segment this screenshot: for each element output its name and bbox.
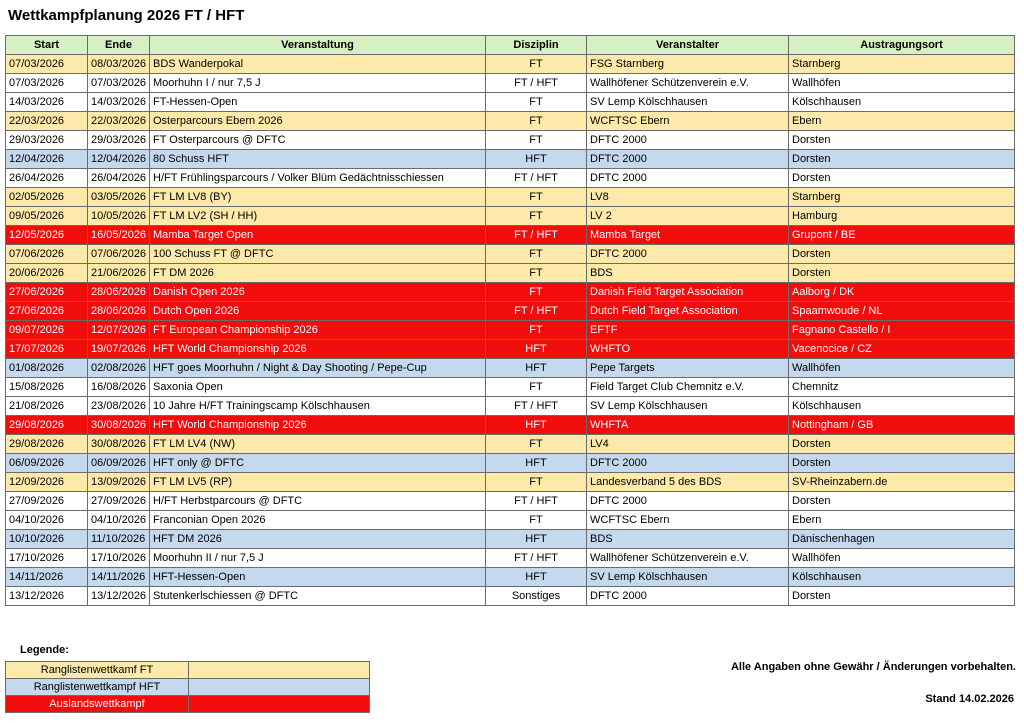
cell-ende: 16/08/2026 <box>88 378 150 397</box>
table-row <box>6 188 1015 207</box>
cell-veranstalter: Field Target Club Chemnitz e.V. <box>587 378 789 397</box>
table-row <box>6 530 1015 549</box>
cell-ende: 23/08/2026 <box>88 397 150 416</box>
table-row <box>6 568 1015 587</box>
cell-austragungsort: Dorsten <box>789 131 1015 150</box>
cell-disziplin: FT <box>486 378 587 397</box>
cell-disziplin: FT / HFT <box>486 74 587 93</box>
cell-austragungsort: Ebern <box>789 112 1015 131</box>
cell-ende: 30/08/2026 <box>88 435 150 454</box>
cell-start: 15/08/2026 <box>6 378 88 397</box>
legend <box>5 661 370 713</box>
cell-ende: 19/07/2026 <box>88 340 150 359</box>
cell-veranstaltung: FT LM LV8 (BY) <box>150 188 486 207</box>
cell-veranstalter: WHFTO <box>587 340 789 359</box>
cell-veranstalter: DFTC 2000 <box>587 131 789 150</box>
cell-ende: 07/03/2026 <box>88 74 150 93</box>
cell-disziplin: FT <box>486 131 587 150</box>
cell-veranstaltung: Stutenkerlschiessen @ DFTC <box>150 587 486 606</box>
cell-veranstalter: SV Lemp Kölschhausen <box>587 397 789 416</box>
table-row <box>6 169 1015 188</box>
table-row <box>6 131 1015 150</box>
cell-disziplin: FT / HFT <box>486 226 587 245</box>
cell-disziplin: FT <box>486 188 587 207</box>
legend-swatch <box>189 679 370 696</box>
legend-label: Auslandswettkampf <box>6 696 189 713</box>
cell-disziplin: Sonstiges <box>486 587 587 606</box>
cell-disziplin: FT <box>486 283 587 302</box>
cell-disziplin: HFT <box>486 454 587 473</box>
cell-start: 09/07/2026 <box>6 321 88 340</box>
cell-ende: 29/03/2026 <box>88 131 150 150</box>
cell-veranstalter: DFTC 2000 <box>587 587 789 606</box>
cell-austragungsort: Kölschhausen <box>789 568 1015 587</box>
legend-item <box>6 696 370 713</box>
cell-disziplin: FT / HFT <box>486 549 587 568</box>
cell-ende: 27/09/2026 <box>88 492 150 511</box>
cell-veranstaltung: HFT-Hessen-Open <box>150 568 486 587</box>
cell-veranstalter: Dutch Field Target Association <box>587 302 789 321</box>
cell-austragungsort: Ebern <box>789 511 1015 530</box>
legend-title: Legende: <box>20 644 69 656</box>
cell-austragungsort: Grupont / BE <box>789 226 1015 245</box>
cell-veranstaltung: HFT DM 2026 <box>150 530 486 549</box>
cell-start: 02/05/2026 <box>6 188 88 207</box>
cell-ende: 02/08/2026 <box>88 359 150 378</box>
cell-ende: 17/10/2026 <box>88 549 150 568</box>
table-row <box>6 226 1015 245</box>
cell-disziplin: FT <box>486 511 587 530</box>
table-row <box>6 454 1015 473</box>
cell-start: 14/11/2026 <box>6 568 88 587</box>
column-header-veranstaltung: Veranstaltung <box>150 36 486 55</box>
cell-start: 12/05/2026 <box>6 226 88 245</box>
legend-label: Ranglistenwettkampf HFT <box>6 679 189 696</box>
cell-disziplin: FT <box>486 264 587 283</box>
cell-austragungsort: Fagnano Castello / I <box>789 321 1015 340</box>
cell-veranstaltung: FT LM LV4 (NW) <box>150 435 486 454</box>
cell-disziplin: FT <box>486 321 587 340</box>
cell-veranstalter: BDS <box>587 530 789 549</box>
cell-veranstalter: FSG Starnberg <box>587 55 789 74</box>
cell-start: 04/10/2026 <box>6 511 88 530</box>
legend-item <box>6 662 370 679</box>
legend-item <box>6 679 370 696</box>
cell-start: 27/06/2026 <box>6 302 88 321</box>
table-row <box>6 378 1015 397</box>
cell-austragungsort: Hamburg <box>789 207 1015 226</box>
cell-ende: 30/08/2026 <box>88 416 150 435</box>
cell-start: 17/10/2026 <box>6 549 88 568</box>
cell-disziplin: HFT <box>486 416 587 435</box>
cell-ende: 26/04/2026 <box>88 169 150 188</box>
cell-austragungsort: Starnberg <box>789 188 1015 207</box>
cell-disziplin: FT <box>486 55 587 74</box>
cell-veranstalter: Wallhöfener Schützenverein e.V. <box>587 74 789 93</box>
cell-austragungsort: SV-Rheinzabern.de <box>789 473 1015 492</box>
cell-ende: 12/04/2026 <box>88 150 150 169</box>
cell-ende: 10/05/2026 <box>88 207 150 226</box>
cell-disziplin: HFT <box>486 340 587 359</box>
cell-start: 07/06/2026 <box>6 245 88 264</box>
cell-veranstalter: Pepe Targets <box>587 359 789 378</box>
cell-veranstalter: Mamba Target <box>587 226 789 245</box>
cell-start: 10/10/2026 <box>6 530 88 549</box>
cell-veranstaltung: 10 Jahre H/FT Trainingscamp Kölschhausen <box>150 397 486 416</box>
cell-veranstalter: SV Lemp Kölschhausen <box>587 568 789 587</box>
cell-veranstaltung: Moorhuhn II / nur 7,5 J <box>150 549 486 568</box>
column-header-disziplin: Disziplin <box>486 36 587 55</box>
cell-start: 27/06/2026 <box>6 283 88 302</box>
cell-start: 07/03/2026 <box>6 74 88 93</box>
cell-veranstaltung: Osterparcours Ebern 2026 <box>150 112 486 131</box>
cell-start: 12/04/2026 <box>6 150 88 169</box>
table-row <box>6 359 1015 378</box>
cell-austragungsort: Chemnitz <box>789 378 1015 397</box>
table-row <box>6 55 1015 74</box>
cell-veranstalter: LV 2 <box>587 207 789 226</box>
cell-veranstaltung: Mamba Target Open <box>150 226 486 245</box>
table-row <box>6 264 1015 283</box>
table-row <box>6 492 1015 511</box>
cell-veranstaltung: HFT goes Moorhuhn / Night & Day Shooting / Pepe-Cup <box>150 359 486 378</box>
table-row <box>6 416 1015 435</box>
cell-start: 20/06/2026 <box>6 264 88 283</box>
cell-veranstalter: EFTF <box>587 321 789 340</box>
cell-disziplin: FT / HFT <box>486 492 587 511</box>
cell-veranstaltung: FT Osterparcours @ DFTC <box>150 131 486 150</box>
cell-veranstaltung: H/FT Herbstparcours @ DFTC <box>150 492 486 511</box>
cell-veranstaltung: FT LM LV2 (SH / HH) <box>150 207 486 226</box>
cell-veranstalter: WHFTA <box>587 416 789 435</box>
cell-start: 27/09/2026 <box>6 492 88 511</box>
cell-veranstaltung: HFT World Championship 2026 <box>150 340 486 359</box>
cell-ende: 13/12/2026 <box>88 587 150 606</box>
cell-austragungsort: Dorsten <box>789 264 1015 283</box>
cell-disziplin: FT <box>486 93 587 112</box>
cell-disziplin: FT <box>486 435 587 454</box>
cell-ende: 28/06/2026 <box>88 283 150 302</box>
table-row <box>6 587 1015 606</box>
cell-veranstalter: DFTC 2000 <box>587 169 789 188</box>
cell-veranstalter: SV Lemp Kölschhausen <box>587 93 789 112</box>
table-row <box>6 283 1015 302</box>
cell-veranstaltung: FT LM LV5 (RP) <box>150 473 486 492</box>
cell-veranstalter: DFTC 2000 <box>587 454 789 473</box>
cell-veranstalter: DFTC 2000 <box>587 245 789 264</box>
stand-date: Stand 14.02.2026 <box>925 693 1014 705</box>
cell-veranstalter: WCFTSC Ebern <box>587 112 789 131</box>
cell-start: 17/07/2026 <box>6 340 88 359</box>
cell-veranstaltung: HFT only @ DFTC <box>150 454 486 473</box>
cell-austragungsort: Dorsten <box>789 245 1015 264</box>
table-row <box>6 207 1015 226</box>
cell-veranstalter: DFTC 2000 <box>587 492 789 511</box>
cell-veranstaltung: 100 Schuss FT @ DFTC <box>150 245 486 264</box>
legend-swatch <box>189 662 370 679</box>
cell-disziplin: HFT <box>486 568 587 587</box>
cell-start: 29/03/2026 <box>6 131 88 150</box>
cell-start: 26/04/2026 <box>6 169 88 188</box>
cell-austragungsort: Dänischenhagen <box>789 530 1015 549</box>
table-row <box>6 302 1015 321</box>
cell-ende: 28/06/2026 <box>88 302 150 321</box>
cell-veranstalter: Landesverband 5 des BDS <box>587 473 789 492</box>
cell-ende: 04/10/2026 <box>88 511 150 530</box>
cell-austragungsort: Dorsten <box>789 435 1015 454</box>
table-row <box>6 511 1015 530</box>
cell-austragungsort: Dorsten <box>789 587 1015 606</box>
cell-start: 12/09/2026 <box>6 473 88 492</box>
cell-disziplin: HFT <box>486 530 587 549</box>
page-title: Wettkampfplanung 2026 FT / HFT <box>8 7 245 24</box>
cell-ende: 12/07/2026 <box>88 321 150 340</box>
cell-austragungsort: Nottingham / GB <box>789 416 1015 435</box>
cell-start: 29/08/2026 <box>6 435 88 454</box>
cell-austragungsort: Spaamwoude / NL <box>789 302 1015 321</box>
cell-ende: 22/03/2026 <box>88 112 150 131</box>
table-row <box>6 150 1015 169</box>
legend-swatch <box>189 696 370 713</box>
cell-disziplin: FT <box>486 207 587 226</box>
cell-ende: 03/05/2026 <box>88 188 150 207</box>
table-row <box>6 93 1015 112</box>
cell-veranstaltung: H/FT Frühlingsparcours / Volker Blüm Gedächtnisschiessen <box>150 169 486 188</box>
cell-disziplin: FT <box>486 245 587 264</box>
cell-start: 06/09/2026 <box>6 454 88 473</box>
cell-veranstaltung: Saxonia Open <box>150 378 486 397</box>
cell-veranstalter: LV8 <box>587 188 789 207</box>
cell-start: 01/08/2026 <box>6 359 88 378</box>
cell-veranstaltung: FT-Hessen-Open <box>150 93 486 112</box>
cell-disziplin: HFT <box>486 150 587 169</box>
column-header-veranstalter: Veranstalter <box>587 36 789 55</box>
legend-label: Ranglistenwettkamf FT <box>6 662 189 679</box>
cell-veranstaltung: 80 Schuss HFT <box>150 150 486 169</box>
cell-start: 09/05/2026 <box>6 207 88 226</box>
cell-veranstaltung: Dutch Open 2026 <box>150 302 486 321</box>
cell-austragungsort: Wallhöfen <box>789 359 1015 378</box>
cell-ende: 13/09/2026 <box>88 473 150 492</box>
cell-veranstalter: Wallhöfener Schützenverein e.V. <box>587 549 789 568</box>
cell-austragungsort: Vacenocice / CZ <box>789 340 1015 359</box>
cell-ende: 14/03/2026 <box>88 93 150 112</box>
cell-disziplin: FT <box>486 473 587 492</box>
cell-veranstaltung: FT DM 2026 <box>150 264 486 283</box>
cell-ende: 07/06/2026 <box>88 245 150 264</box>
table-row <box>6 321 1015 340</box>
column-header-start: Start <box>6 36 88 55</box>
cell-austragungsort: Kölschhausen <box>789 397 1015 416</box>
cell-veranstaltung: Danish Open 2026 <box>150 283 486 302</box>
cell-ende: 11/10/2026 <box>88 530 150 549</box>
table-row <box>6 245 1015 264</box>
cell-veranstaltung: HFT World Championship 2026 <box>150 416 486 435</box>
cell-austragungsort: Dorsten <box>789 454 1015 473</box>
cell-ende: 16/05/2026 <box>88 226 150 245</box>
header-row <box>6 36 1015 55</box>
table-row <box>6 473 1015 492</box>
cell-veranstaltung: BDS Wanderpokal <box>150 55 486 74</box>
cell-austragungsort: Kölschhausen <box>789 93 1015 112</box>
table-row <box>6 549 1015 568</box>
cell-disziplin: FT / HFT <box>486 397 587 416</box>
cell-austragungsort: Aalborg / DK <box>789 283 1015 302</box>
cell-disziplin: HFT <box>486 359 587 378</box>
cell-austragungsort: Dorsten <box>789 492 1015 511</box>
cell-veranstalter: DFTC 2000 <box>587 150 789 169</box>
cell-ende: 08/03/2026 <box>88 55 150 74</box>
cell-austragungsort: Dorsten <box>789 150 1015 169</box>
cell-austragungsort: Wallhöfen <box>789 74 1015 93</box>
disclaimer: Alle Angaben ohne Gewähr / Änderungen vorbehalten. <box>730 661 1016 673</box>
cell-veranstaltung: FT European Championship 2026 <box>150 321 486 340</box>
cell-start: 22/03/2026 <box>6 112 88 131</box>
table-row <box>6 112 1015 131</box>
cell-start: 07/03/2026 <box>6 55 88 74</box>
table-row <box>6 340 1015 359</box>
column-header-austragungsort: Austragungsort <box>789 36 1015 55</box>
cell-ende: 06/09/2026 <box>88 454 150 473</box>
cell-veranstalter: WCFTSC Ebern <box>587 511 789 530</box>
cell-ende: 21/06/2026 <box>88 264 150 283</box>
column-header-ende: Ende <box>88 36 150 55</box>
table-row <box>6 397 1015 416</box>
cell-veranstalter: BDS <box>587 264 789 283</box>
cell-disziplin: FT / HFT <box>486 302 587 321</box>
cell-start: 13/12/2026 <box>6 587 88 606</box>
cell-veranstalter: Danish Field Target Association <box>587 283 789 302</box>
cell-austragungsort: Starnberg <box>789 55 1015 74</box>
cell-veranstaltung: Franconian Open 2026 <box>150 511 486 530</box>
schedule-table <box>5 35 1015 606</box>
table-row <box>6 435 1015 454</box>
cell-disziplin: FT / HFT <box>486 169 587 188</box>
cell-ende: 14/11/2026 <box>88 568 150 587</box>
cell-start: 29/08/2026 <box>6 416 88 435</box>
cell-veranstaltung: Moorhuhn I / nur 7,5 J <box>150 74 486 93</box>
cell-start: 14/03/2026 <box>6 93 88 112</box>
cell-disziplin: FT <box>486 112 587 131</box>
table-row <box>6 74 1015 93</box>
cell-austragungsort: Dorsten <box>789 169 1015 188</box>
cell-start: 21/08/2026 <box>6 397 88 416</box>
cell-veranstalter: LV4 <box>587 435 789 454</box>
cell-austragungsort: Wallhöfen <box>789 549 1015 568</box>
